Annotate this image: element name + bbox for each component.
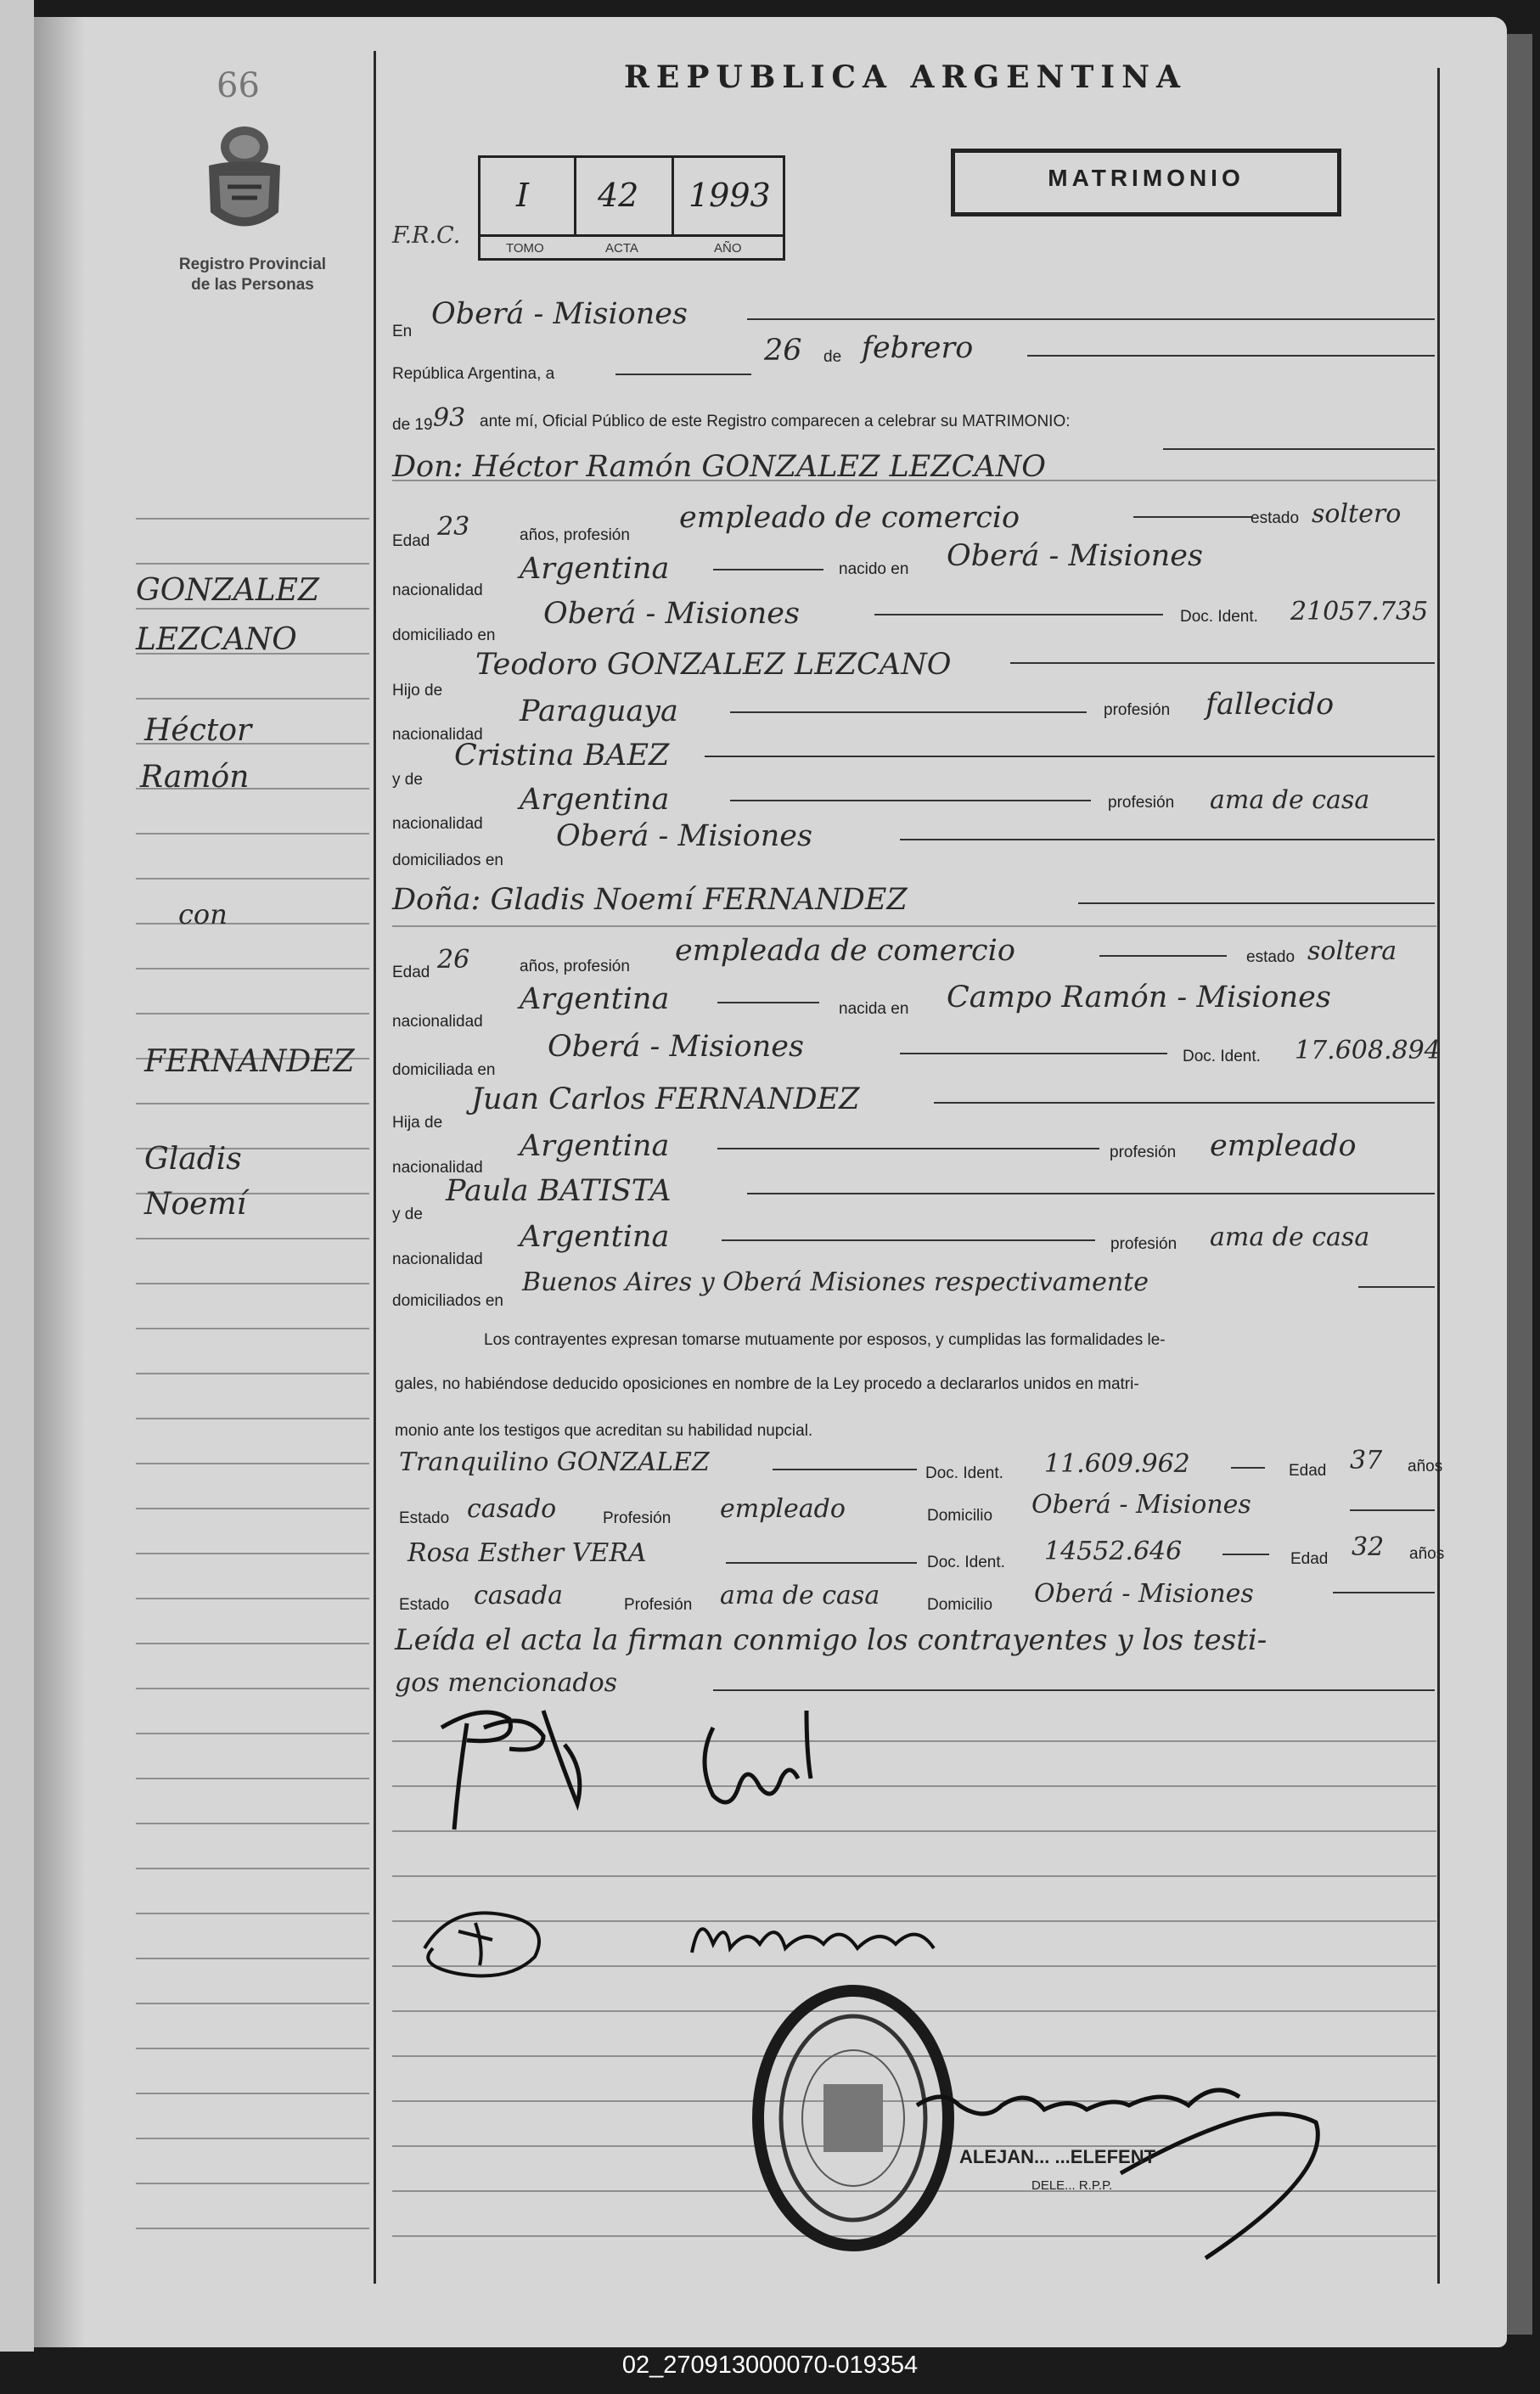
bride-nac-label: nacionalidad — [392, 1013, 483, 1031]
official-name: ALEJAN... ...ELEFENT — [959, 2146, 1156, 2167]
acta-value: 42 — [598, 177, 639, 214]
groom-madre-prof: ama de casa — [1210, 785, 1370, 815]
registry-name — [157, 255, 348, 295]
ruled-line — [136, 608, 369, 610]
ruled-line — [136, 2093, 369, 2094]
groom-nac-label: nacionalidad — [392, 582, 483, 599]
groom-dom-dash — [874, 614, 1163, 615]
bride-padre-nac-label: nacionalidad — [392, 1159, 483, 1177]
margin-bride-given-2: Noemí — [144, 1187, 247, 1222]
bride-madre-nac: Argentina — [520, 1220, 670, 1254]
groom-prof-dash — [1133, 516, 1252, 518]
bride-parents-dom-label: domiciliados en — [392, 1292, 503, 1310]
groom-madre-nac: Argentina — [520, 783, 670, 817]
bride-nac-dash — [717, 1002, 819, 1003]
bride-padre-nac-dash — [717, 1148, 1099, 1149]
ruled-line — [136, 1283, 369, 1284]
ruled-line — [136, 1868, 369, 1869]
tomo-value: I — [516, 177, 530, 214]
groom-parents-domicilio: Oberá - Misiones — [556, 819, 812, 853]
groom-madre-nac-label: nacionalidad — [392, 815, 483, 833]
witness-1-dom-label: Domicilio — [927, 1507, 993, 1525]
bride-madre-nac-dash — [722, 1239, 1095, 1241]
groom-title-line: Don: Héctor Ramón GONZALEZ LEZCANO — [392, 450, 1046, 484]
witness-2-profesion: ama de casa — [720, 1581, 880, 1610]
ruled-line — [136, 1328, 369, 1329]
margin-bride-surname: FERNANDEZ — [144, 1044, 355, 1079]
date-dash-2 — [1027, 355, 1435, 357]
witness-2-edad: 32 — [1352, 1532, 1385, 1562]
groom-nacido-en: Oberá - Misiones — [947, 539, 1203, 573]
witness-2-anos-label: años — [1409, 1545, 1445, 1563]
groom-parents-dom-dash — [900, 839, 1435, 840]
witness-2-doc-label: Doc. Ident. — [927, 1554, 1005, 1571]
groom-nac-dash — [713, 569, 823, 570]
bride-madre-prof: ama de casa — [1210, 1222, 1370, 1252]
groom-padre: Teodoro GONZALEZ LEZCANO — [475, 648, 952, 682]
page-number: 66 — [216, 66, 260, 105]
ruled-line — [136, 563, 369, 565]
date-month: febrero — [862, 331, 974, 365]
bride-prof-dash — [1099, 955, 1227, 957]
groom-padre-nac-dash — [730, 711, 1087, 713]
declaration-line-2: gales, no habiéndose deducido oposiciones en nombre de la Ley procedo a declararlos unidos en matri- — [395, 1375, 1139, 1393]
ruled-line — [136, 1553, 369, 1554]
declaration-line-3: monio ante los testigos que acreditan su habilidad nupcial. — [395, 1422, 813, 1440]
witness-1-dom-dash — [1350, 1509, 1435, 1511]
ruled-line — [136, 2183, 369, 2184]
bride-hija-label: Hija de — [392, 1114, 443, 1132]
witness-1-prof-label: Profesión — [603, 1509, 672, 1527]
witness-1-name: Tranquilino GONZALEZ — [399, 1447, 710, 1477]
ruled-line — [136, 878, 369, 879]
acta-header: ACTA — [605, 241, 638, 256]
date-prefix-label: República Argentina, a — [392, 365, 555, 383]
ruled-line — [136, 1643, 369, 1644]
bride-madre-dash — [747, 1193, 1435, 1194]
ruled-line — [136, 2003, 369, 2004]
margin-groom-given-2: Ramón — [140, 760, 250, 795]
closing-line-1: Leída el acta la firman conmigo los contrayentes y los testi- — [395, 1623, 1267, 1657]
bride-padre: Juan Carlos FERNANDEZ — [471, 1082, 860, 1116]
official-title: DELE... R.P.P. — [1031, 2178, 1113, 2193]
witness-1-estado: casado — [467, 1494, 557, 1524]
bride-doc: 17.608.894 — [1295, 1036, 1441, 1065]
groom-madre-nac-dash — [730, 800, 1091, 801]
country-heading: REPUBLICA ARGENTINA — [624, 59, 1187, 95]
witness-1-doc-dash — [1231, 1467, 1265, 1469]
place-label: En — [392, 323, 413, 340]
groom-title-dash — [1163, 448, 1435, 450]
witness-1-profesion: empleado — [720, 1494, 846, 1524]
bride-estado-label: estado — [1246, 948, 1296, 966]
groom-doc: 21057.735 — [1290, 597, 1429, 627]
witness-2-name-dash — [726, 1562, 917, 1564]
year-suffix: 93 — [433, 403, 466, 433]
witness-2-dom-dash — [1333, 1592, 1435, 1593]
bride-padre-dash — [934, 1102, 1435, 1104]
witness-2-domicilio: Oberá - Misiones — [1034, 1579, 1254, 1609]
acta-table-divider — [481, 234, 783, 237]
anio-header: AÑO — [714, 241, 742, 256]
date-day: 26 — [764, 334, 802, 368]
witness-1-domicilio: Oberá - Misiones — [1031, 1490, 1251, 1520]
ruled-line — [136, 1958, 369, 1959]
ruled-line — [136, 2228, 369, 2229]
groom-estado-label: estado — [1251, 509, 1300, 527]
witness-2-prof-label: Profesión — [624, 1596, 693, 1614]
witness-2-name: Rosa Esther VERA — [407, 1538, 647, 1568]
anio-value: 1993 — [689, 177, 771, 214]
bride-parents-domicilio: Buenos Aires y Oberá Misiones respectivamente — [522, 1267, 1149, 1297]
year-prefix-label: de 19 — [392, 416, 433, 434]
margin-bride-given-1: Gladis — [144, 1142, 242, 1177]
bride-estado: soltera — [1307, 936, 1397, 966]
groom-estado: soltero — [1312, 499, 1402, 529]
groom-signature — [416, 1694, 611, 1838]
groom-hijo-label: Hijo de — [392, 682, 443, 700]
place-value: Oberá - Misiones — [431, 297, 688, 331]
right-frame-line — [1437, 68, 1440, 2284]
record-type-label: MATRIMONIO — [1048, 165, 1245, 191]
ruled-line — [136, 1238, 369, 1239]
witness-2-doc-dash — [1222, 1554, 1269, 1555]
witness-1-signature — [407, 1889, 569, 1991]
ruled-line — [136, 518, 369, 520]
groom-padre-nac-label: nacionalidad — [392, 726, 483, 744]
margin-groom-surname-1: GONZALEZ — [136, 573, 319, 608]
page-gutter-shadow — [34, 17, 85, 2347]
tomo-acta-anio-table — [478, 155, 785, 261]
bride-yde-label: y de — [392, 1205, 423, 1223]
groom-madre-prof-label: profesión — [1108, 794, 1175, 812]
ruled-line — [136, 1463, 369, 1464]
ruled-line — [136, 968, 369, 969]
bride-madre: Paula BATISTA — [446, 1174, 672, 1208]
groom-padre-prof: fallecido — [1206, 688, 1335, 722]
groom-doc-label: Doc. Ident. — [1180, 608, 1258, 626]
ruled-line — [136, 1598, 369, 1599]
groom-yde-label: y de — [392, 771, 423, 789]
groom-edad: 23 — [437, 512, 470, 542]
ruled-line — [136, 1013, 369, 1014]
ruled-line — [136, 1418, 369, 1419]
bride-padre-prof: empleado — [1210, 1129, 1357, 1163]
witness-1-doc-label: Doc. Ident. — [925, 1464, 1003, 1482]
bride-dom-dash — [900, 1053, 1167, 1054]
witness-2-doc: 14552.646 — [1044, 1537, 1183, 1566]
ruled-line — [392, 1875, 1436, 1877]
registry-line-2: de las Personas — [191, 276, 314, 294]
groom-domicilio: Oberá - Misiones — [543, 597, 800, 631]
bride-title-line: Doña: Gladis Noemí FERNANDEZ — [392, 883, 908, 917]
declaration-line-1: Los contrayentes expresan tomarse mutuamente por esposos, y cumplidas las formalidades le- — [484, 1331, 1166, 1349]
acta-cell — [576, 158, 674, 234]
bride-nacionalidad: Argentina — [520, 982, 670, 1016]
bride-signature — [679, 1694, 832, 1829]
ruled-line — [136, 1823, 369, 1824]
bride-nacida-en: Campo Ramón - Misiones — [947, 981, 1331, 1014]
tomo-cell — [481, 158, 576, 234]
bride-madre-prof-label: profesión — [1110, 1235, 1177, 1253]
bride-doc-label: Doc. Ident. — [1183, 1048, 1261, 1065]
ruled-line — [136, 1508, 369, 1509]
ruled-line — [136, 1913, 369, 1914]
ruled-line — [136, 1373, 369, 1374]
bride-madre-nac-label: nacionalidad — [392, 1250, 483, 1268]
groom-padre-nac: Paraguaya — [520, 694, 678, 728]
groom-edad-label: Edad — [392, 532, 430, 550]
witness-2-estado: casada — [474, 1581, 564, 1610]
book-right-edge — [1507, 34, 1532, 2335]
groom-padre-prof-label: profesión — [1104, 701, 1171, 719]
ruled-line — [136, 1103, 369, 1104]
groom-dom-label: domiciliado en — [392, 627, 496, 644]
ruled-line — [136, 833, 369, 835]
frc-label: F.R.C. — [392, 222, 461, 249]
groom-profesion: empleado de comercio — [679, 501, 1020, 535]
margin-groom-given-1: Héctor — [144, 713, 252, 748]
margin-groom-surname-2: LEZCANO — [136, 622, 297, 657]
witness-2-signature — [679, 1902, 951, 1978]
ruled-line — [136, 698, 369, 700]
ruled-line — [136, 1688, 369, 1689]
bride-title-dash — [1078, 902, 1435, 904]
groom-nacionalidad: Argentina — [520, 552, 670, 586]
groom-padre-dash — [1010, 662, 1435, 664]
intro-text: ante mí, Oficial Público de este Registro comparecen a celebrar su MATRIMONIO: — [480, 413, 1071, 430]
book-left-edge — [0, 0, 34, 2352]
ruled-line — [392, 925, 1436, 927]
witness-1-edad-label: Edad — [1289, 1462, 1327, 1480]
ruled-line — [136, 1778, 369, 1779]
bride-edad: 26 — [437, 945, 470, 975]
bride-nacida-label: nacida en — [839, 1000, 909, 1018]
date-de-label: de — [823, 348, 842, 366]
witness-1-name-dash — [773, 1469, 917, 1470]
ruled-line — [136, 1733, 369, 1734]
witness-2-estado-label: Estado — [399, 1596, 450, 1614]
registry-line-1: Registro Provincial — [178, 256, 327, 273]
groom-madre: Cristina BAEZ — [454, 739, 670, 773]
bride-anos-label: años, profesión — [520, 958, 630, 975]
witness-1-anos-label: años — [1408, 1458, 1443, 1475]
provincial-seal-icon — [194, 123, 295, 242]
witness-1-doc: 11.609.962 — [1044, 1449, 1190, 1479]
groom-parents-dom-label: domiciliados en — [392, 851, 503, 869]
official-signature — [908, 2071, 1350, 2267]
witness-1-estado-label: Estado — [399, 1509, 450, 1527]
bride-parents-dom-dash — [1358, 1286, 1435, 1288]
closing-line-2: gos mencionados — [395, 1668, 618, 1698]
groom-nacido-label: nacido en — [839, 560, 909, 578]
witness-2-dom-label: Domicilio — [927, 1596, 993, 1614]
ruled-line — [136, 2138, 369, 2139]
witness-2-edad-label: Edad — [1290, 1550, 1329, 1568]
witness-1-edad: 37 — [1350, 1446, 1383, 1475]
bride-padre-nac: Argentina — [520, 1129, 670, 1163]
margin-divider-line — [374, 51, 376, 2284]
bride-domicilio: Oberá - Misiones — [548, 1030, 804, 1064]
ruled-line — [136, 923, 369, 924]
bride-padre-prof-label: profesión — [1110, 1144, 1177, 1161]
bride-profesion: empleada de comercio — [675, 934, 1015, 968]
date-dash-1 — [615, 374, 751, 375]
image-id-footer: 02_270913000070-019354 — [621, 2352, 919, 2379]
groom-anos-label: años, profesión — [520, 526, 630, 544]
bride-dom-label: domiciliada en — [392, 1061, 496, 1079]
margin-con: con — [178, 898, 228, 930]
place-dash — [747, 318, 1435, 320]
groom-madre-dash — [705, 756, 1435, 757]
ruled-line — [136, 2048, 369, 2049]
tomo-header: TOMO — [506, 241, 544, 256]
closing-dash — [713, 1689, 1435, 1691]
bride-edad-label: Edad — [392, 964, 430, 981]
